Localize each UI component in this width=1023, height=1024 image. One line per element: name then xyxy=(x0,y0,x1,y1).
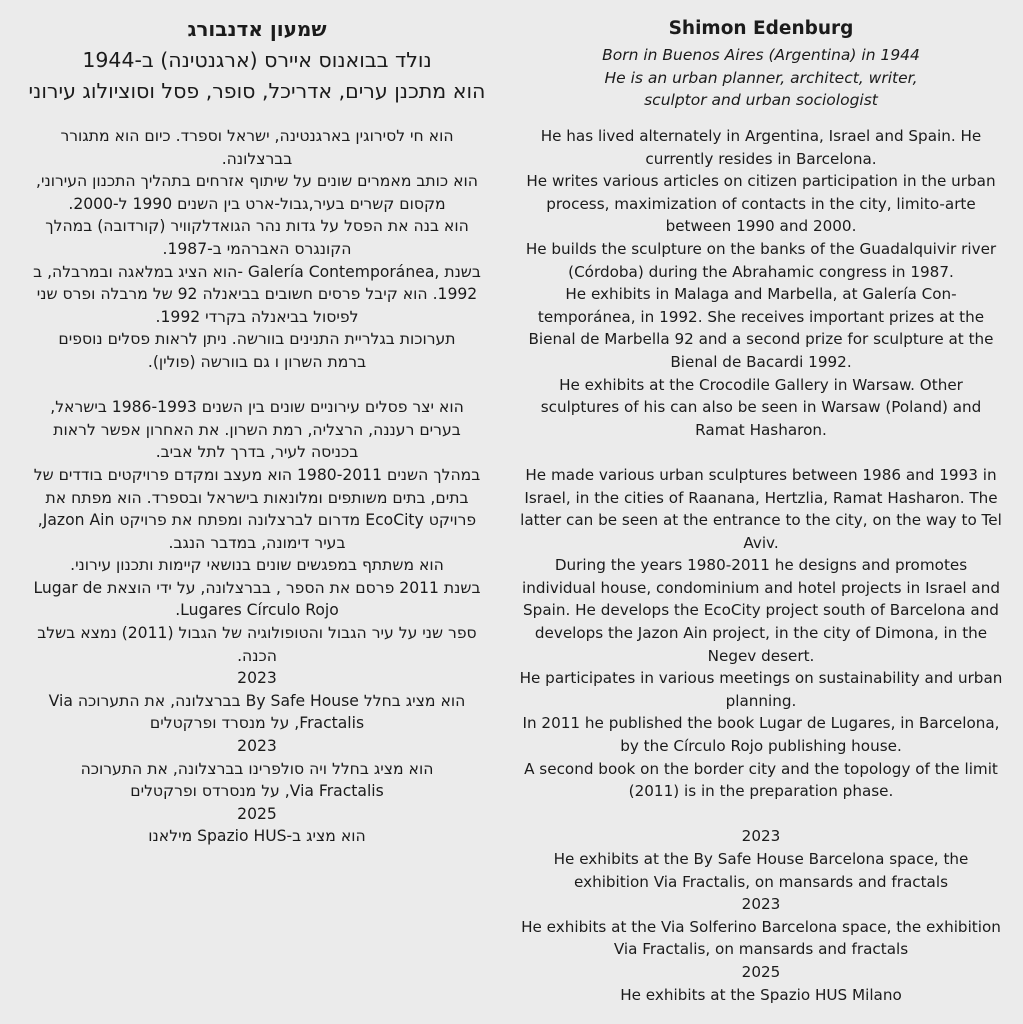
english-biography-line: Ramat Hasharon. xyxy=(695,420,827,439)
english-biography-line: He made various urban sculptures between 1986 and 1993 in xyxy=(525,465,997,484)
english-biography-line: Bienal de Marbella 92 and a second prize for sculpture at the xyxy=(528,330,994,349)
english-biography-line: (Córdoba) during the Abrahamic congress in 1987. xyxy=(568,262,954,281)
hebrew-biography xyxy=(14,125,500,848)
english-biography-line: He has lived alternately in Argentina, Israel and Spain. He xyxy=(540,127,982,145)
hebrew-biography-line: הוא מציג בחלל ויה סולפרינו בברצלונה, את התערוכה xyxy=(80,759,434,778)
hebrew-biography-line: 2023 xyxy=(237,669,277,688)
hebrew-biography-line: בעיר דימונה, במדבר הנגב. xyxy=(168,533,346,552)
english-biography-line: He exhibits at the Spazio HUS Milano xyxy=(620,985,902,1004)
english-biography-line: 2023 xyxy=(741,827,781,846)
english-subtitle-line: He is an urban planner, architect, writer, xyxy=(604,68,918,87)
hebrew-biography-line: הוא משתתף במפגשים שונים בנושאי קיימות ותכנון עירוני. xyxy=(70,556,444,575)
english-biography-line: exhibition Via Fractalis, on mansards and fractals xyxy=(574,872,948,891)
english-biography-line: During the years 1980-2011 he designs and promotes xyxy=(554,556,968,575)
hebrew-name-heading: שמעון אדנבורג xyxy=(187,17,327,41)
hebrew-biography-line: הוא יצר פסלים עירוניים שונים בין השנים 1986-1993 בישראל, xyxy=(50,398,464,417)
english-biography-line: by the Círculo Rojo publishing house. xyxy=(620,737,902,756)
hebrew-biography-line: בערים רעננה, הרצליה, רמת השרון. את האחרון אפשר לראות xyxy=(53,420,461,439)
hebrew-biography-line: בתים, בתים משותפים ומלונאות בישראל ובספרד. הוא מפתח את xyxy=(45,488,469,507)
hebrew-biography-line: Lugares Círculo Rojo. xyxy=(175,601,339,620)
english-biography-line: In 2011 he published the book Lugar de Lugares, in Barcelona, xyxy=(522,714,1000,733)
hebrew-biography-line: בברצלונה. xyxy=(221,149,293,168)
english-biography-line: sculptures of his can also be seen in Warsaw (Poland) and xyxy=(540,398,982,417)
english-biography-line: process, maximization of contacts in the city, limito-arte xyxy=(546,194,976,213)
english-biography-line: Aviv. xyxy=(743,533,779,552)
hebrew-biography-line: פרויקט EcoCity מדרום לברצלונה ומפתח את פרויקט Jazon Ain, xyxy=(37,511,477,530)
english-biography-line: Via Fractalis, on mansards and fractals xyxy=(613,940,909,959)
hebrew-biography-line: הוא מציג בחלל By Safe House בברצלונה, את התערוכה Via xyxy=(48,691,466,710)
english-biography-line: develops the Jazon Ain project, in the city of Dimona, in the xyxy=(534,624,988,643)
hebrew-biography-line: תערוכות בגלריית התנינים בוורשה. ניתן לראות פסלים נוספים xyxy=(58,330,456,349)
english-name-heading: Shimon Edenburg xyxy=(668,18,854,39)
hebrew-biography-line: 2025 xyxy=(237,804,277,823)
english-biography-spacer xyxy=(516,803,1006,826)
english-biography-line: He writes various articles on citizen participation in the urban xyxy=(526,172,996,191)
english-biography-line: He exhibits at the Crocodile Gallery in Warsaw. Other xyxy=(559,375,963,394)
hebrew-biography-line: הכנה. xyxy=(237,646,277,665)
hebrew-biography-line: Via Fractalis, על מנסרדס ופרקטלים xyxy=(130,782,384,801)
hebrew-subtitle-line: הוא מתכנן ערים, אדריכל, סופר, פסל וסוציולוג עירוני xyxy=(28,79,486,103)
english-subtitle-line: sculptor and urban sociologist xyxy=(644,91,878,110)
hebrew-biography-line: הוא חי לסירוגין בארגנטינה, ישראל וספרד. כיום הוא מתגורר xyxy=(60,127,454,145)
hebrew-biography-line: מקסום קשרים בעיר,גבול-ארט בין השנים 1990 ל-2000. xyxy=(68,194,446,213)
english-biography-line: (2011) is in the preparation phase. xyxy=(628,782,894,801)
english-biography-line: He exhibits at the By Safe House Barcelona space, the xyxy=(553,850,969,868)
english-biography-line: He builds the sculpture on the banks of the Guadalquivir river xyxy=(525,239,997,258)
english-biography-line: planning. xyxy=(725,691,797,710)
hebrew-biography-line: בכניסה לעיר, בדרך לתל אביב. xyxy=(155,443,359,462)
english-subtitle xyxy=(516,44,1006,112)
hebrew-subtitle xyxy=(14,45,500,107)
hebrew-biography-line: Fractalis, על מנסרד ופרקטלים xyxy=(149,714,365,733)
english-biography-line: Spain. He develops the EcoCity project south of Barcelona and xyxy=(523,601,999,620)
hebrew-biography-line: ספר שני על עיר הגבול והטופולוגיה של הגבול (2011) נמצא בשלב xyxy=(37,624,477,643)
hebrew-biography-line: הוא בנה את הפסל על גדות נהר הגואדלקוויר (קורדובה) במהלך xyxy=(45,217,469,236)
english-biography-line: temporánea, in 1992. She receives important prizes at the xyxy=(537,307,985,326)
english-biography-line: Bienal de Bacardi 1992. xyxy=(670,352,852,371)
english-biography-line: Negev desert. xyxy=(707,646,815,665)
hebrew-biography-line: הוא מציג ב-Spazio HUS מילאנו xyxy=(148,827,366,846)
hebrew-subtitle-line: נולד בבואנוס איירס (ארגנטינה) ב-1944 xyxy=(82,48,432,72)
hebrew-biography-line: בשנת ,Galería Contemporánea -הוא הציג במלאגה ובמרבלה, ב xyxy=(33,262,481,281)
hebrew-biography-line: 1992. הוא קיבל פרסים חשובים בביאנלה 92 של מרבלה ופרס שני xyxy=(36,285,478,304)
english-biography-line: between 1990 and 2000. xyxy=(665,217,857,236)
english-biography-line: He participates in various meetings on sustainability and urban xyxy=(519,669,1003,688)
english-biography-line: He exhibits in Malaga and Marbella, at Galería Con- xyxy=(565,285,957,304)
hebrew-biography-line: הוא כותב מאמרים שונים על שיתוף אזרחים בתהליך התכנון העירוני, xyxy=(36,172,478,191)
english-biography-line: 2025 xyxy=(741,962,781,981)
english-biography-line: He exhibits at the Via Solferino Barcelona space, the exhibition xyxy=(521,917,1001,936)
english-biography-line: currently resides in Barcelona. xyxy=(645,149,877,168)
english-biography-line: Israel, in the cities of Raanana, Hertzlia, Ramat Hasharon. The xyxy=(524,488,998,507)
hebrew-biography-line: 2023 xyxy=(237,737,277,756)
hebrew-biography-line: בשנת 2011 פרסם את הספר , בברצלונה, על ידי הוצאת Lugar de xyxy=(33,578,481,597)
english-biography-spacer xyxy=(516,441,1006,464)
hebrew-biography-line: הקונגרס האברהמי ב-1987. xyxy=(162,239,352,258)
hebrew-biography-line: במהלך השנים 1980-2011 הוא מעצב ומקדם פרויקטים בודדים של xyxy=(33,465,481,484)
english-biography-line: 2023 xyxy=(741,895,781,914)
english-biography-line: A second book on the border city and the topology of the limit xyxy=(524,759,998,778)
english-biography-line: individual house, condominium and hotel projects in Israel and xyxy=(522,578,1000,597)
english-biography xyxy=(516,125,1006,1006)
english-subtitle-line: Born in Buenos Aires (Argentina) in 1944 xyxy=(602,46,920,64)
english-biography-line: latter can be seen at the entrance to the city, on the way to Tel xyxy=(520,511,1002,530)
hebrew-biography-line: לפיסול בביאנלה בקרדי 1992. xyxy=(155,307,359,326)
hebrew-biography-line: ברמת השרון ו גם בוורשה (פולין). xyxy=(147,352,367,371)
hebrew-biography-spacer xyxy=(14,374,500,397)
